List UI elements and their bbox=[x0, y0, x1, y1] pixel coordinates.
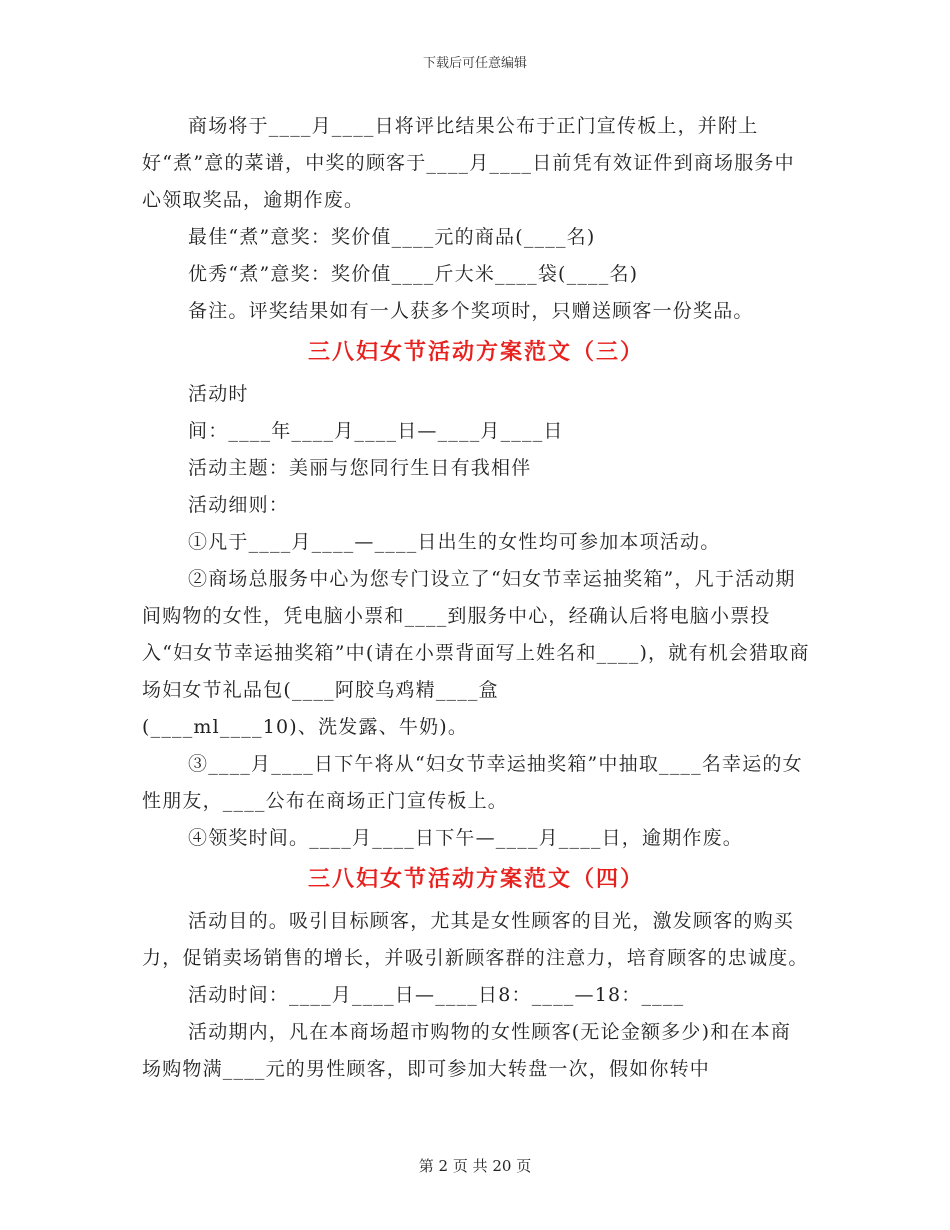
paragraph-time: 活动时间：____月____日—____日8：____—18：____ bbox=[188, 984, 685, 1006]
section-heading-four: 三八妇女节活动方案范文（四） bbox=[307, 867, 644, 892]
paragraph-best-prize: 最佳“煮”意奖：奖价值____元的商品(____名) bbox=[188, 226, 596, 248]
document-body bbox=[142, 108, 810, 1088]
paragraph-rule-2: ②商场总服务中心为您专门设立了“妇女节幸运抽奖箱”，凡于活动期间购物的女性，凭电脑小票和____到服务中心，经确认后将电脑小票投入“妇女节幸运抽奖箱”中(请在小票背面写上姓名和____)，就有机会猎取商场妇女节礼品包(____阿胶乌鸡精____盒 bbox=[142, 568, 810, 701]
paragraph-purpose: 活动目的。吸引目标顾客，尤其是女性顾客的目光，激发顾客的购买力，促销卖场销售的增长，并吸引新顾客群的注意力，培育顾客的忠诚度。 bbox=[142, 910, 809, 969]
paragraph-activity-theme: 活动主题：美丽与您同行生日有我相伴 bbox=[188, 457, 532, 479]
paragraph-announcement: 商场将于____月____日将评比结果公布于正门宣传板上，并附上好“煮”意的菜谱，中奖的顾客于____月____日前凭有效证件到商场服务中心领取奖品，逾期作废。 bbox=[142, 115, 795, 211]
section-heading-three: 三八妇女节活动方案范文（三） bbox=[307, 340, 644, 365]
paragraph-excellent-prize: 优秀“煮”意奖：奖价值____斤大米____袋(____名) bbox=[188, 263, 639, 285]
paragraph-rule-2-continued: (____ml____10)、洗发露、牛奶)。 bbox=[142, 716, 469, 738]
paragraph-rule-1: ①凡于____月____—____日出生的女性均可参加本项活动。 bbox=[188, 531, 721, 553]
paragraph-rule-4: ④领奖时间。____月____日下午—____月____日，逾期作废。 bbox=[188, 827, 744, 849]
paragraph-activity-rules: 活动细则： bbox=[188, 494, 290, 516]
paragraph-activity-time: 间：____年____月____日—____月____日 bbox=[188, 420, 564, 442]
paragraph-rule-3: ③____月____日下午将从“妇女节幸运抽奖箱”中抽取____名幸运的女性朋友，____公布在商场正门宣传板上。 bbox=[142, 753, 803, 812]
page-header: 下载后可任意编辑 bbox=[422, 56, 527, 71]
page-footer: 第 2 页 共 20 页 bbox=[418, 1157, 532, 1175]
paragraph-wheel: 活动期内，凡在本商场超市购物的女性顾客(无论金额多少)和在本商场购物满____元的男性顾客，即可参加大转盘一次，假如你转中 bbox=[142, 1021, 792, 1080]
paragraph-note: 备注。评奖结果如有一人获多个奖项时，只赠送顾客一份奖品。 bbox=[188, 300, 754, 322]
paragraph-activity-time-label: 活动时 bbox=[188, 383, 249, 405]
